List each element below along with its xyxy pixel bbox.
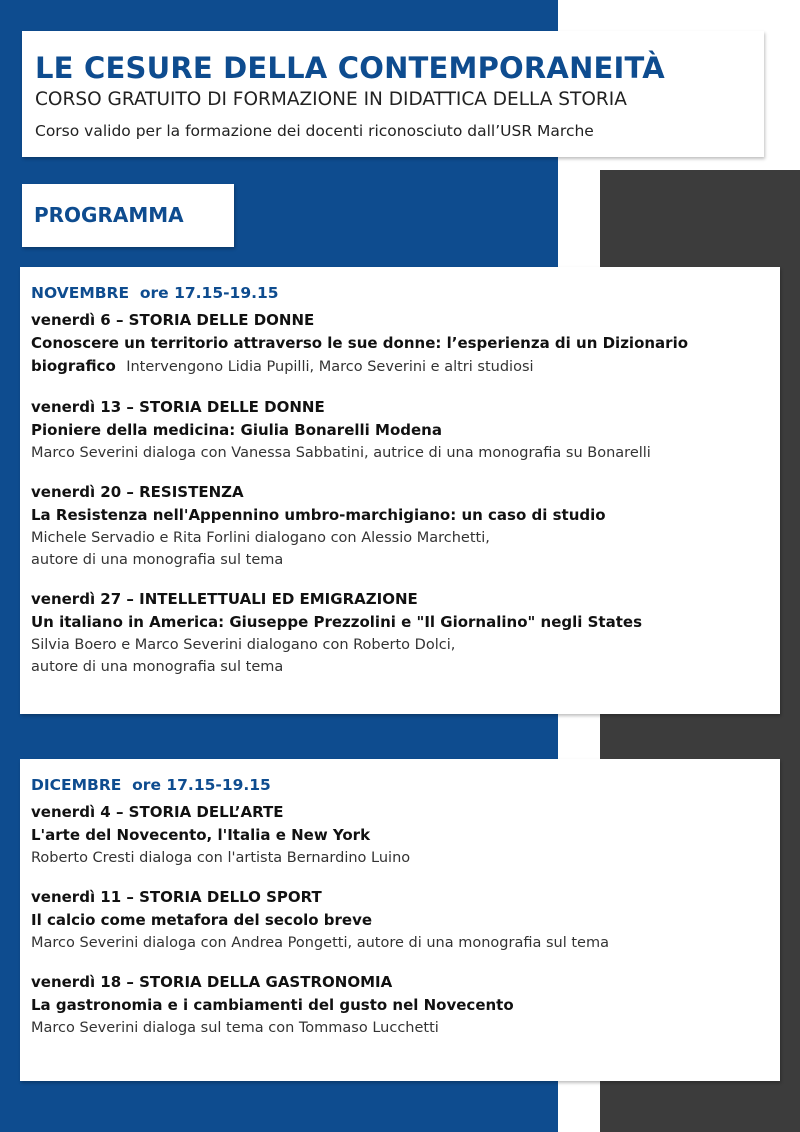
event-item	[31, 971, 774, 1039]
header-panel	[22, 31, 764, 157]
event-title: La gastronomia e i cambiamenti del gusto nel Novecento	[31, 996, 514, 1014]
month-name: NOVEMBRE	[31, 284, 130, 302]
event-date-topic: venerdì 18 – STORIA DELLA GASTRONOMIA	[31, 973, 393, 991]
event-title: L'arte del Novecento, l'Italia e New York	[31, 826, 371, 844]
event-speakers: Intervengono Lidia Pupilli, Marco Severini e altri studiosi	[126, 359, 534, 375]
page-subtitle: CORSO GRATUITO DI FORMAZIONE IN DIDATTICA DELLA STORIA	[35, 89, 627, 110]
event-item	[31, 886, 774, 954]
event-date-topic: venerdì 20 – RESISTENZA	[31, 483, 244, 501]
month-time: ore 17.15-19.15	[132, 776, 271, 794]
event-title: Il calcio come metafora del secolo breve	[31, 911, 373, 929]
event-item	[31, 396, 774, 464]
december-panel	[20, 759, 780, 1081]
month-time: ore 17.15-19.15	[139, 284, 279, 302]
month-heading	[31, 773, 774, 797]
event-speakers: Marco Severini dialoga con Andrea Pongetti, autore di una monografia sul tema	[31, 935, 609, 951]
event-item	[31, 309, 774, 379]
event-speakers-cont: autore di una monografia sul tema	[31, 659, 284, 675]
event-title: La Resistenza nell'Appennino umbro-marchigiano: un caso di studio	[31, 506, 606, 524]
event-speakers: Michele Servadio e Rita Forlini dialogano con Alessio Marchetti,	[31, 530, 490, 546]
event-title: Un italiano in America: Giuseppe Prezzolini e "Il Giornalino" negli States	[31, 613, 642, 631]
event-speakers: Silvia Boero e Marco Severini dialogano con Roberto Dolci,	[31, 637, 456, 653]
event-title: Pioniere della medicina: Giulia Bonarelli Modena	[31, 421, 442, 439]
month-heading	[31, 281, 774, 305]
event-title: Conoscere un territorio attraverso le sue donne: l’esperienza di un Dizionario biografico Intervengono Lidia Pupilli, Marco Severini e altri studiosi	[31, 334, 689, 375]
program-label: PROGRAMMA	[34, 203, 184, 227]
event-date-topic: venerdì 4 – STORIA DELL’ARTE	[31, 803, 284, 821]
program-label-panel	[22, 184, 234, 247]
page-title: LE CESURE DELLA CONTEMPORANEITÀ	[35, 51, 665, 85]
event-date-topic: venerdì 11 – STORIA DELLO SPORT	[31, 888, 322, 906]
month-name: DICEMBRE	[31, 776, 122, 794]
event-speakers: Marco Severini dialoga sul tema con Tommaso Lucchetti	[31, 1020, 439, 1036]
event-date-topic: venerdì 27 – INTELLETTUALI ED EMIGRAZIONE	[31, 590, 418, 608]
event-date-topic: venerdì 13 – STORIA DELLE DONNE	[31, 398, 325, 416]
event-speakers: Marco Severini dialoga con Vanessa Sabbatini, autrice di una monografia su Bonarelli	[31, 445, 651, 461]
event-item	[31, 801, 774, 869]
november-panel	[20, 267, 780, 714]
event-item	[31, 588, 774, 678]
accreditation-note: Corso valido per la formazione dei docenti riconosciuto dall’USR Marche	[35, 122, 594, 140]
event-speakers-cont: autore di una monografia sul tema	[31, 552, 284, 568]
event-date-topic: venerdì 6 – STORIA DELLE DONNE	[31, 311, 315, 329]
event-item	[31, 481, 774, 571]
event-speakers: Roberto Cresti dialoga con l'artista Bernardino Luino	[31, 850, 411, 866]
